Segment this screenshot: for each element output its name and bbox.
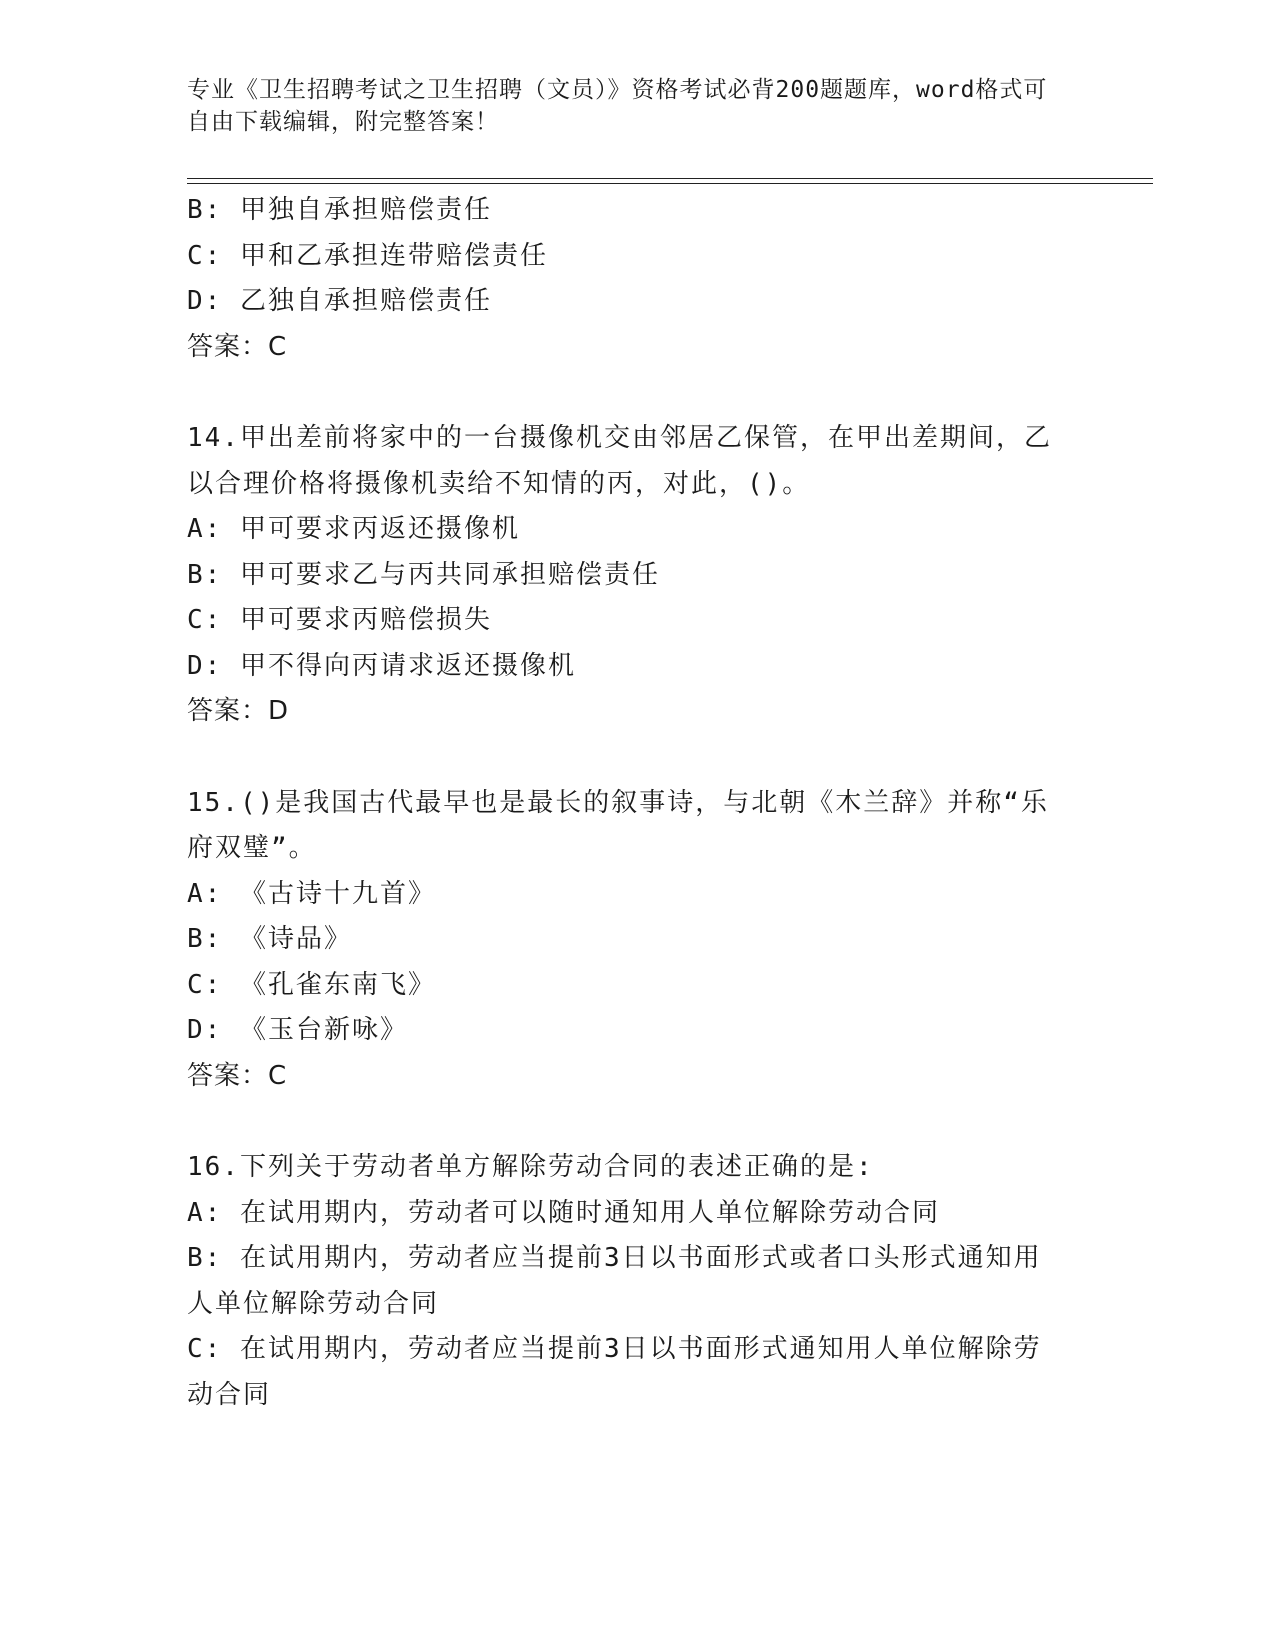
option-b: B: 甲可要求乙与丙共同承担赔偿责任 bbox=[187, 559, 660, 590]
question-content bbox=[187, 188, 1067, 1418]
option-c: C: 甲可要求丙赔偿损失 bbox=[187, 605, 492, 635]
spacer bbox=[187, 370, 1067, 416]
option-b: B: 在试用期内，劳动者应当提前3日以书面形式或者口头形式通知用人单位解除劳动合同 bbox=[187, 1243, 1042, 1319]
option-c: C: 甲和乙承担连带赔偿责任 bbox=[187, 240, 548, 271]
option-b: B: 《诗品》 bbox=[187, 924, 352, 954]
option-a: A: 在试用期内，劳动者可以随时通知用人单位解除劳动合同 bbox=[187, 1197, 940, 1228]
spacer bbox=[187, 1099, 1067, 1145]
option-c: C: 在试用期内，劳动者应当提前3日以书面形式通知用人单位解除劳动合同 bbox=[187, 1334, 1042, 1410]
question-text: 14.甲出差前将家中的一台摄像机交由邻居乙保管，在甲出差期间，乙以合理价格将摄像机卖给不知情的丙，对此，()。 bbox=[187, 423, 1052, 499]
question-text: 15.()是我国古代最早也是最长的叙事诗，与北朝《木兰辞》并称“乐府双璧”。 bbox=[187, 787, 1049, 863]
option-b: B: 甲独自承担赔偿责任 bbox=[187, 195, 492, 225]
answer-line: 答案：C bbox=[187, 1060, 288, 1091]
continued-question-options bbox=[187, 188, 1067, 370]
option-a: A: 甲可要求丙返还摄像机 bbox=[187, 514, 520, 544]
option-d: D: 乙独自承担赔偿责任 bbox=[187, 286, 492, 316]
page-header: 专业《卫生招聘考试之卫生招聘（文员）》资格考试必背200题题库，word格式可自由下载编辑，附完整答案！ bbox=[187, 77, 1048, 135]
header-rule-top bbox=[187, 178, 1153, 179]
question-16 bbox=[187, 1145, 1067, 1418]
option-c: C: 《孔雀东南飞》 bbox=[187, 969, 436, 1000]
question-15 bbox=[187, 781, 1067, 1100]
option-a: A: 《古诗十九首》 bbox=[187, 878, 436, 909]
option-d: D: 《玉台新咏》 bbox=[187, 1015, 408, 1045]
question-14 bbox=[187, 416, 1067, 735]
header-rule-bottom bbox=[187, 183, 1153, 184]
answer-line: 答案：C bbox=[187, 331, 288, 362]
spacer bbox=[187, 735, 1067, 781]
question-text: 16.下列关于劳动者单方解除劳动合同的表述正确的是: bbox=[187, 1152, 874, 1182]
option-d: D: 甲不得向丙请求返还摄像机 bbox=[187, 650, 576, 681]
answer-line: 答案：D bbox=[187, 696, 290, 726]
